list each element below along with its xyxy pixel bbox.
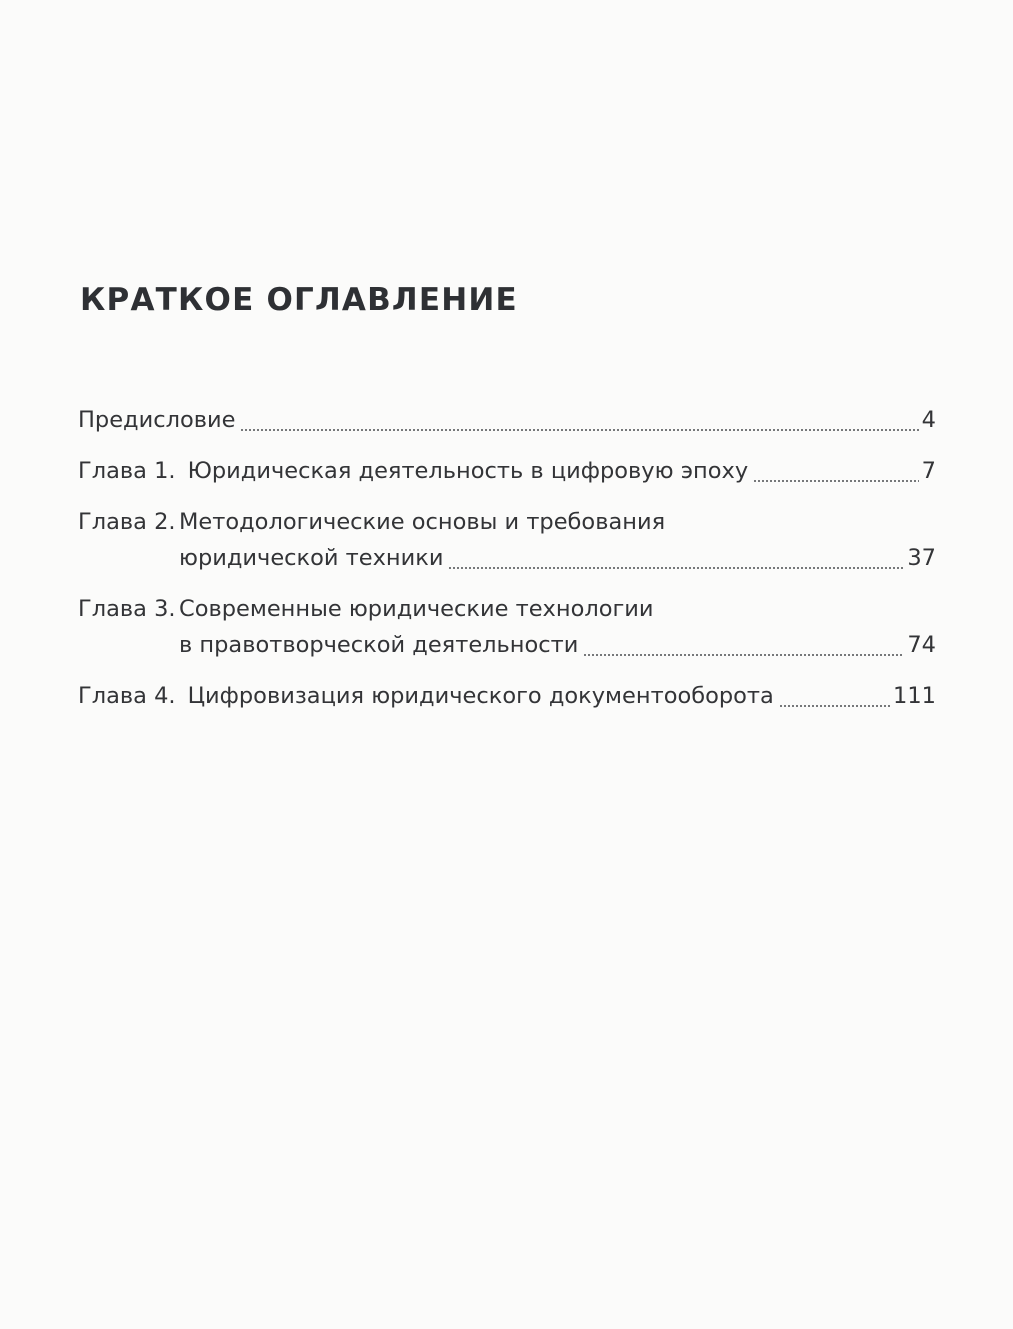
toc-entry-title: Юридическая деятельность в цифровую эпоху (187, 458, 749, 484)
dot-leader (583, 654, 904, 656)
toc-entry-chapter-1 (78, 453, 936, 489)
table-of-contents (78, 402, 936, 714)
toc-entry-title-line-1: Современные юридические технологии (179, 596, 654, 622)
toc-entry-chapter-4 (78, 678, 936, 714)
toc-page-number: 7 (921, 458, 936, 484)
page-title: КРАТКОЕ ОГЛАВЛЕНИЕ (80, 282, 518, 318)
toc-entry-chapter-2 (78, 504, 936, 576)
toc-entry-title: Цифровизация юридического документооборота (187, 683, 774, 709)
toc-entry-title-line-2: юридической техники (179, 545, 444, 571)
toc-entry-title: Предисловие (78, 407, 236, 433)
dot-leader (753, 480, 919, 482)
toc-entry-chapter-3 (78, 591, 936, 663)
chapter-label: Глава 3. (78, 596, 176, 622)
toc-page-number: 4 (921, 407, 936, 433)
chapter-label: Глава 4. (78, 683, 176, 709)
dot-leader (448, 567, 904, 569)
chapter-label: Глава 2. (78, 509, 176, 535)
toc-entry-title-line-1: Методологические основы и требования (179, 509, 666, 535)
toc-page-number: 111 (893, 683, 936, 709)
toc-entry-title-line-2: в правотворческой деятельности (179, 632, 579, 658)
toc-page-number: 74 (907, 632, 936, 658)
toc-entry-preface (78, 402, 936, 438)
dot-leader (240, 429, 918, 431)
dot-leader (779, 705, 890, 707)
chapter-label: Глава 1. (78, 458, 176, 484)
toc-page-number: 37 (907, 545, 936, 571)
